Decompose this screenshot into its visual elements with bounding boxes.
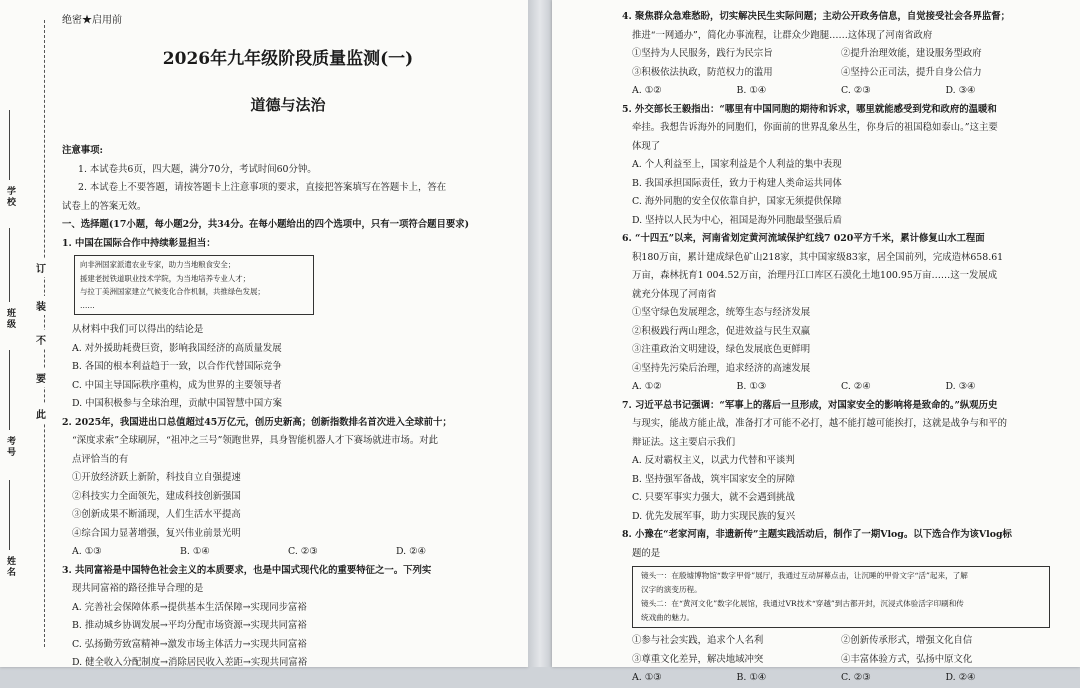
option: A. ①③ xyxy=(632,672,662,683)
notice-item: 1. 本试卷共6页，四大题，满分70分，考试时间60分钟。 xyxy=(78,163,317,175)
option: C. ②③ xyxy=(288,546,318,557)
statement-item: ①坚守绿色发展理念，统筹生态与经济发展 xyxy=(632,307,811,318)
option: C. ②③ xyxy=(841,672,871,683)
option: A. ①③ xyxy=(72,546,102,557)
binding-label-school: 学校 xyxy=(5,186,15,208)
option: D. 健全收入分配制度→消除居民收入差距→实现共同富裕 xyxy=(72,657,308,668)
exam-page-2 xyxy=(552,0,1080,683)
question-3-stem-line: 现共同富裕的路径推导合理的是 xyxy=(72,583,204,594)
question-6-stem: 6. “十四五”以来，河南省划定黄河流域保护红线7 020平方千米，累计修复山水工程面 xyxy=(622,233,985,244)
statement-item: ①开放经济跃上新阶，科技自立自强提速 xyxy=(72,472,241,483)
option: B. 各国的根本利益趋于一致，以合作代替国际竞争 xyxy=(72,361,282,372)
material-line: 统戏曲的魅力。 xyxy=(641,613,695,622)
option: D. ③④ xyxy=(945,381,976,392)
statement-item: ③注重政治文明建设，绿色发展底色更鲜明 xyxy=(632,344,811,355)
statement-item: ①坚持为人民服务，践行为民宗旨 xyxy=(632,48,773,59)
question-1-material-box xyxy=(74,255,314,315)
option: A. 个人利益至上，国家利益是个人利益的集中表现 xyxy=(632,159,842,170)
material-line: …… xyxy=(80,300,95,310)
statement-item: ④丰富体验方式，弘扬中原文化 xyxy=(841,653,973,665)
section-heading: 一、选择题(17小题，每小题2分，共34分。在每小题给出的四个选项中，只有一项符合题目要求) xyxy=(62,219,470,230)
option: A. ①② xyxy=(632,85,662,96)
statement-item: ③积极依法执政，防范权力的滥用 xyxy=(632,66,773,78)
binding-blank-exam-no xyxy=(9,350,10,430)
question-8-material-box xyxy=(632,566,1050,628)
option: D. ②④ xyxy=(945,672,976,683)
option: A. 对外援助耗费巨资，影响我国经济的高质量发展 xyxy=(72,342,282,354)
statement-item: ②科技实力全面领先，建成科技创新强国 xyxy=(72,490,241,502)
option: D. 优先发展军事，助力实现民族的复兴 xyxy=(632,510,796,522)
statement-item: ②积极践行两山理念，促进效益与民生双赢 xyxy=(632,325,811,337)
option: B. 推动城乡协调发展→平均分配市场资源→实现共同富裕 xyxy=(72,620,307,631)
question-4-options xyxy=(622,82,1050,101)
seal-char: 订 xyxy=(36,258,46,277)
option: C. ②③ xyxy=(841,85,871,96)
question-8-stem: 8. 小豫在“老家河南，非遗新传”主题实践活动后，制作了一期Vlog。以下选合作为该Vlog标 xyxy=(622,529,1012,540)
question-7-stem-line: 与现实，能战方能止战，准备打才可能不必打，越不能打越可能挨打，这就是战争与和平的 xyxy=(632,418,1008,429)
confidential-label: 绝密★启用前 xyxy=(62,15,122,26)
material-line: 援建老挝铁道职业技术学院，为当地培养专业人才； xyxy=(80,273,250,283)
question-8-options xyxy=(622,669,1050,688)
material-line: 镜头二：在“黄河文化”数字化展馆，我通过VR技术“穿越”到古都开封，沉浸式体验活字印刷和传 xyxy=(641,599,964,608)
material-line: 向非洲国家派遣农业专家，助力当地粮食安全； xyxy=(80,260,236,269)
question-5-stem-line: 牵挂。我想告诉海外的同胞们，你面前的世界乱象丛生，你身后的祖国稳如泰山。”这主要 xyxy=(632,122,998,133)
statement-row xyxy=(622,64,1050,83)
statement-item: ③尊重文化差异，解决地域冲突 xyxy=(632,653,764,665)
option: A. ①② xyxy=(632,381,662,392)
option: D. ③④ xyxy=(945,85,976,96)
notice-item-continued: 试卷上的答案无效。 xyxy=(62,200,147,212)
question-6-options xyxy=(622,378,1050,397)
question-8-stem-line: 题的是 xyxy=(632,547,661,559)
option: B. ①④ xyxy=(736,85,767,96)
viewer-gutter xyxy=(528,0,552,667)
question-2-stem-line: “深度求索”全球刷屏，“祖冲之三号”领跑世界，具身智能机器人才下赛场就进市场。对此 xyxy=(72,435,439,446)
question-4-stem-line: 推进“一网通办”，简化办事流程，让群众少跑腿……这体现了河南省政府 xyxy=(632,29,933,41)
statement-item: ④综合国力显著增强，复兴伟业前景光明 xyxy=(72,527,241,539)
question-6-stem-line: 就充分体现了河南省 xyxy=(632,288,717,300)
option: C. 海外同胞的安全仅依靠自护，国家无须提供保障 xyxy=(632,196,842,207)
option: C. ②④ xyxy=(841,381,871,392)
question-6-stem-line: 积180万亩，累计建成绿色矿山218家，其中国家级83家，居全国前列，完成造林658.61 xyxy=(632,251,1004,263)
question-1-ask: 从材料中我们可以得出的结论是 xyxy=(72,324,204,335)
question-3-stem: 3. 共同富裕是中国特色社会主义的本质要求，也是中国式现代化的重要特征之一。下列实 xyxy=(62,564,432,576)
binding-blank-name xyxy=(9,480,10,550)
statement-row xyxy=(622,45,1050,64)
seal-char: 装 xyxy=(36,296,46,315)
statement-item: ②创新传承形式，增强文化自信 xyxy=(841,635,973,646)
option: D. ②④ xyxy=(396,546,426,557)
subject-title: 道德与法治 xyxy=(250,96,326,114)
exam-body-page-1 xyxy=(62,142,514,673)
exam-title: 2026年九年级阶段质量监测(一) xyxy=(162,49,414,69)
question-2-stem-line: 点评恰当的有 xyxy=(72,453,129,465)
question-4-stem: 4. 聚焦群众急难愁盼，切实解决民生实际问题；主动公开政务信息，自觉接受社会各界监督； xyxy=(622,11,1011,22)
question-6-stem-line: 万亩，森林抚育1 004.52万亩，治理丹江口库区石漠化土地100.95万亩……这一发展成 xyxy=(632,270,998,281)
question-1-stem: 1. 中国在国际合作中持续彰显担当： xyxy=(62,237,216,249)
option: B. 我国承担国际责任，致力于构建人类命运共同体 xyxy=(632,177,842,189)
question-5-stem-line: 体现了 xyxy=(632,140,661,152)
question-5-stem: 5. 外交部长王毅指出：“哪里有中国同胞的期待和诉求，哪里就能感受到党和政府的温暖和 xyxy=(622,103,997,115)
question-2-options xyxy=(62,543,514,562)
statement-item: ③创新成果不断涌现，人们生活水平提高 xyxy=(72,509,241,520)
material-line: 与拉丁美洲国家建立气候变化合作机制，共推绿色发展； xyxy=(80,287,265,296)
binding-label-class: 班级 xyxy=(5,308,15,330)
option: B. 坚持强军备战，筑牢国家安全的屏障 xyxy=(632,473,795,485)
notice-item: 2. 本试卷上不要答题，请按答题卡上注意事项的要求，直接把答案填写在答题卡上，答在 xyxy=(78,182,447,193)
statement-item: ④坚持先污染后治理，追求经济的高速发展 xyxy=(632,362,811,374)
seal-char: 要 xyxy=(36,368,46,387)
material-line: 汉字的演变历程。 xyxy=(641,585,702,594)
material-line: 镜头一：在殷墟博物馆“数字甲骨”展厅，我通过互动屏幕点击，让沉睡的甲骨文字“活”起来，了解 xyxy=(641,571,968,580)
statement-item: ①参与社会实践，追求个人名利 xyxy=(632,635,764,646)
option: C. 只要军事实力强大，就不会遇到挑战 xyxy=(632,492,795,503)
question-7-stem-line: 辩证法。这主要启示我们 xyxy=(632,436,736,448)
option: B. ①④ xyxy=(180,546,210,557)
option: A. 完善社会保障体系→提供基本生活保障→实现同步富裕 xyxy=(72,601,307,613)
seal-char: 此 xyxy=(36,404,46,423)
question-2-stem: 2. 2025年，我国进出口总值超过45万亿元，创历史新高；创新指数排名首次进入全球前十； xyxy=(62,416,452,428)
option: C. 弘扬勤劳致富精神→激发市场主体活力→实现共同富裕 xyxy=(72,638,307,650)
option: A. 反对霸权主义，以武力代替和平谈判 xyxy=(632,455,795,466)
option: D. 坚持以人民为中心，祖国是海外同胞最坚强后盾 xyxy=(632,214,843,226)
option: B. ①③ xyxy=(736,381,767,392)
statement-row xyxy=(622,632,1050,651)
option: B. ①④ xyxy=(736,672,767,683)
binding-label-exam-no: 考号 xyxy=(5,436,15,458)
statement-row xyxy=(622,651,1050,670)
statement-item: ④坚持公正司法，提升自身公信力 xyxy=(841,66,982,78)
binding-blank-school xyxy=(9,110,10,180)
binding-label-name: 姓名 xyxy=(5,556,15,578)
binding-margin xyxy=(0,0,58,667)
binding-blank-class xyxy=(9,228,10,302)
statement-item: ②提升治理效能，建设服务型政府 xyxy=(841,48,982,59)
notice-heading: 注意事项: xyxy=(62,145,103,156)
exam-page-1 xyxy=(0,0,528,667)
question-7-stem: 7. 习近平总书记强调：“军事上的落后一旦形成，对国家安全的影响将是致命的。”纵观历史 xyxy=(622,399,998,411)
option: C. 中国主导国际秩序重构，成为世界的主要领导者 xyxy=(72,379,282,391)
exam-body-page-2 xyxy=(622,8,1050,688)
option: D. 中国积极参与全球治理，贡献中国智慧中国方案 xyxy=(72,398,283,409)
seal-char: 不 xyxy=(36,330,46,349)
